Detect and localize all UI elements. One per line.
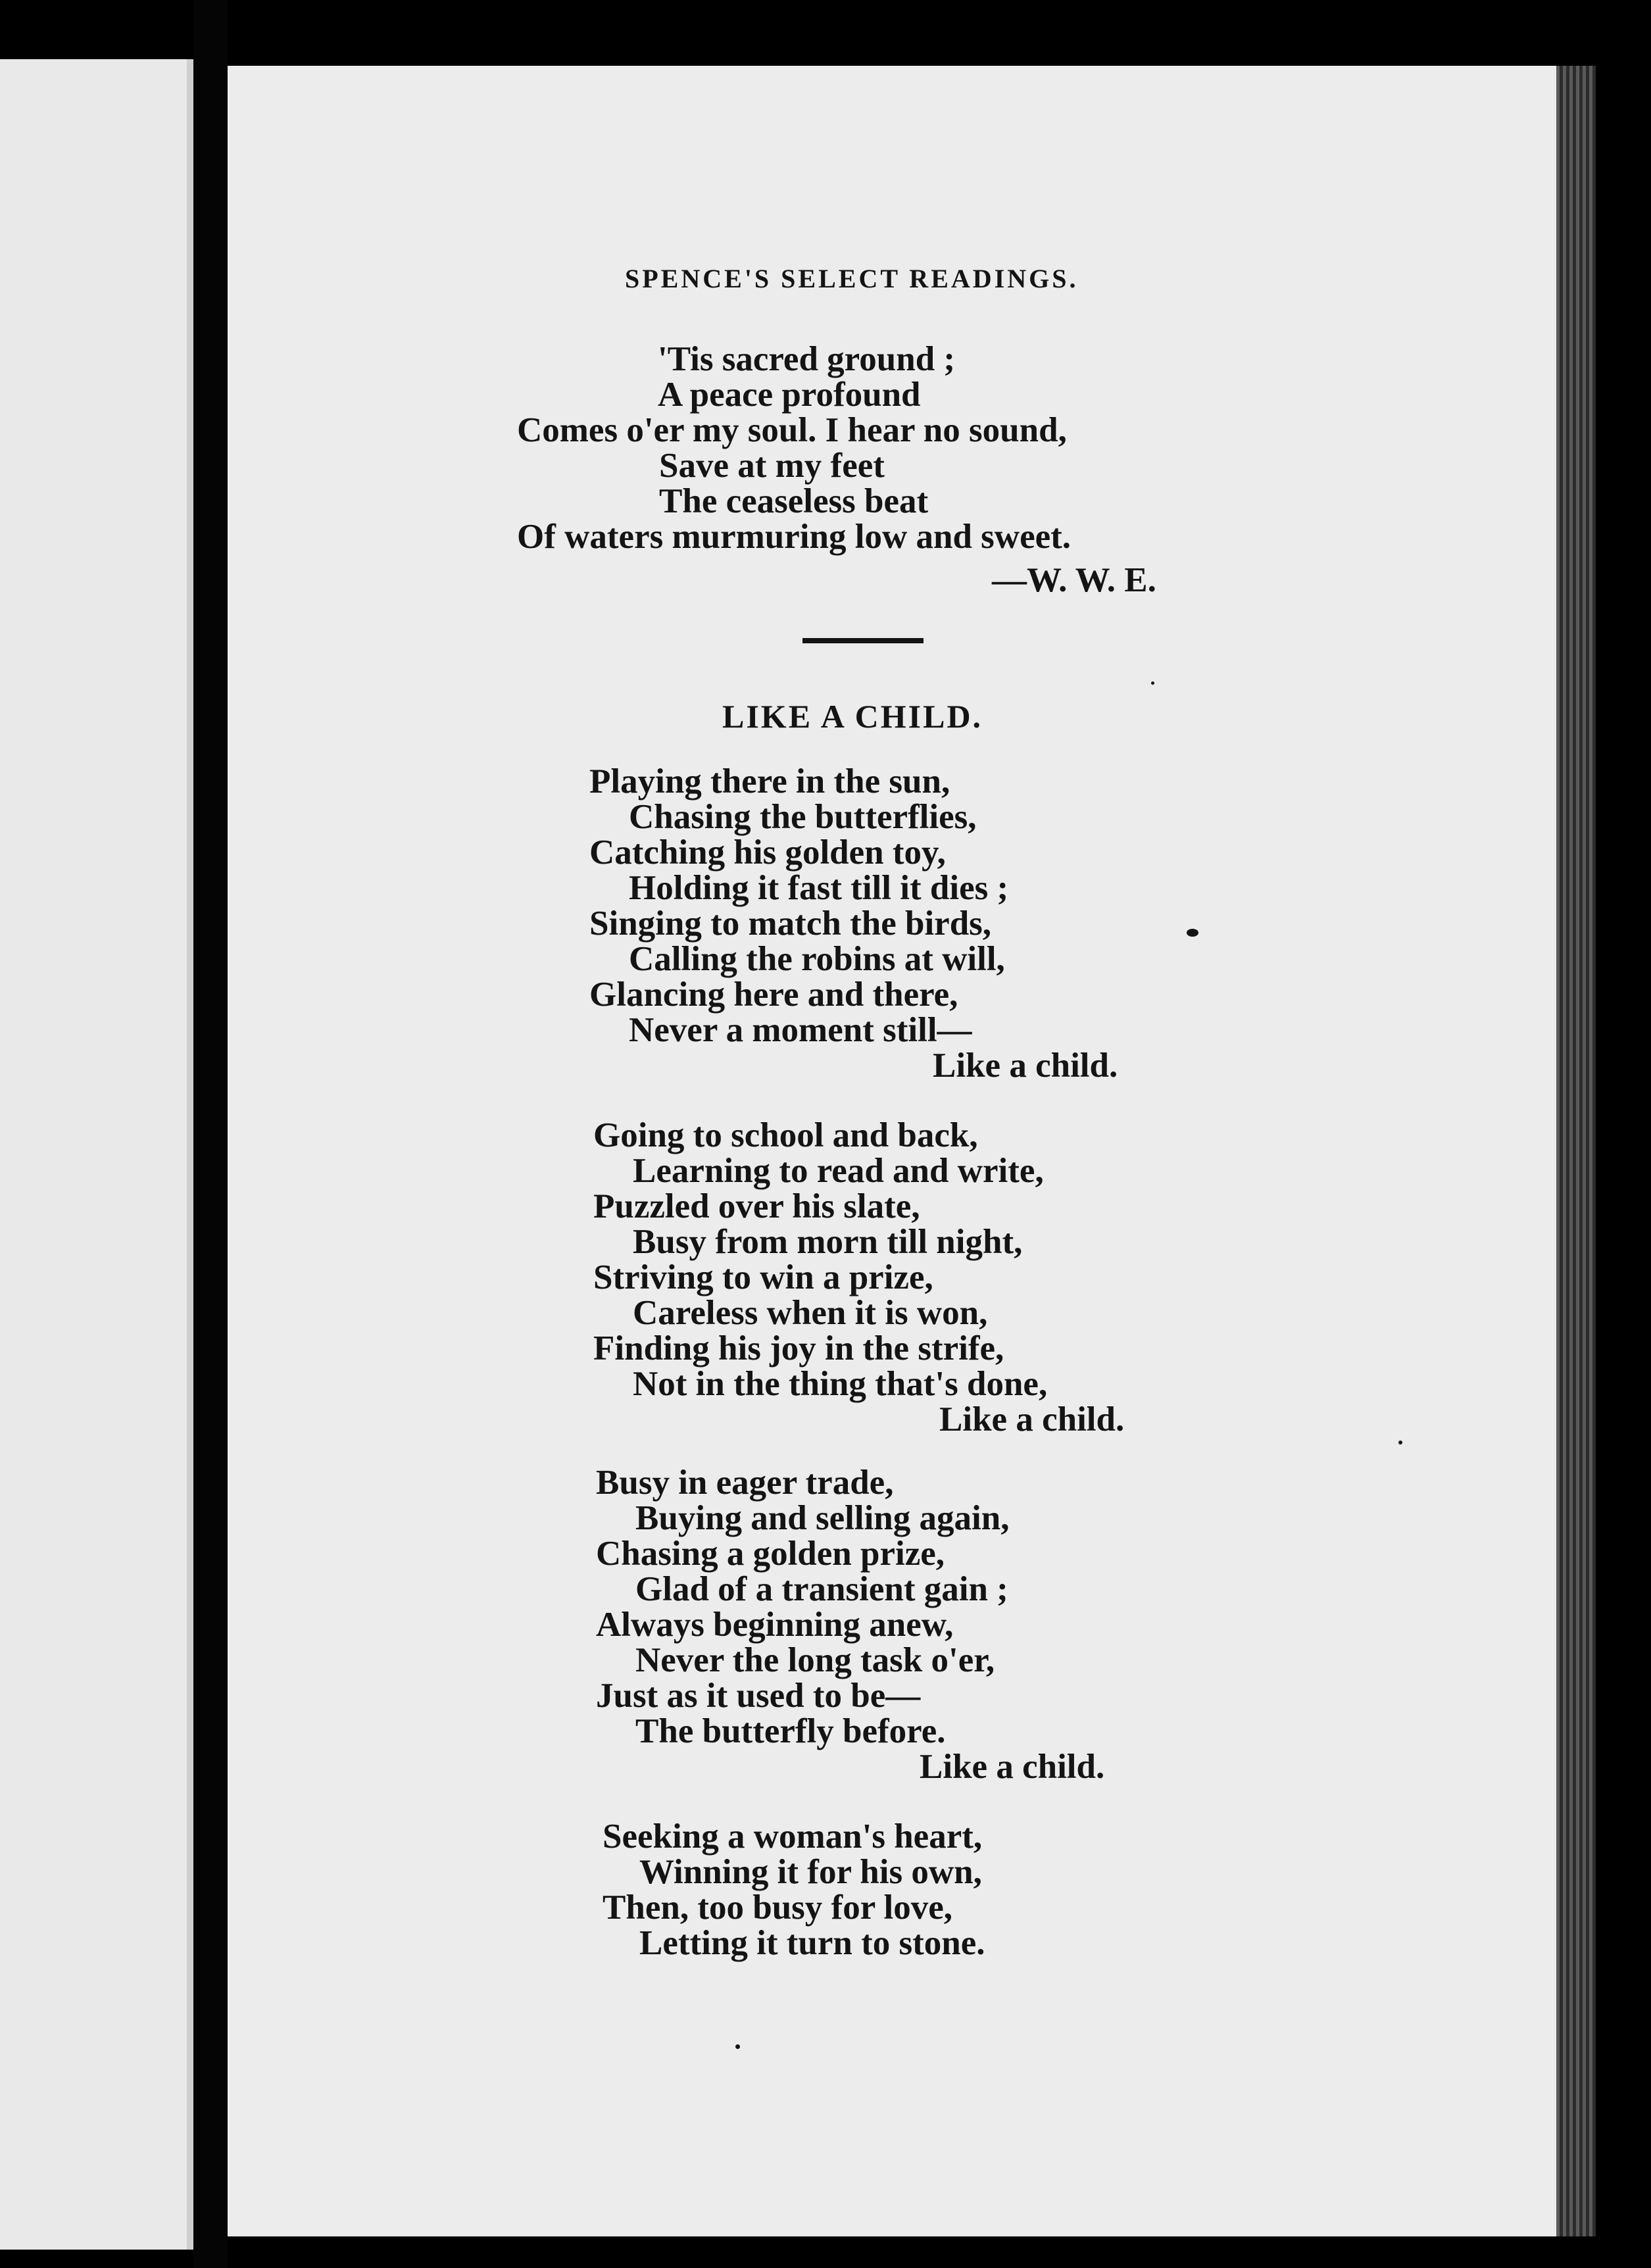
stanza-line: Seeking a woman's heart, bbox=[603, 1817, 983, 1856]
stanza-line: Winning it for his own, bbox=[639, 1853, 982, 1891]
verse-line: The ceaseless beat bbox=[659, 482, 929, 520]
ink-speck bbox=[1398, 1441, 1402, 1444]
stanza-line: Singing to match the birds, bbox=[589, 904, 992, 943]
stanza-line: Finding his joy in the strife, bbox=[593, 1329, 1004, 1368]
stanza-line: Never the long task o'er, bbox=[635, 1641, 995, 1679]
facing-page-edge bbox=[187, 59, 193, 2250]
stanza-line: Busy in eager trade, bbox=[596, 1464, 894, 1502]
ink-speck bbox=[735, 2044, 740, 2049]
verse-line: 'Tis sacred ground ; bbox=[658, 340, 956, 378]
stanza-line: Calling the robins at will, bbox=[629, 940, 1005, 978]
stanza-line: Busy from morn till night, bbox=[633, 1223, 1023, 1261]
stanza-refrain: Like a child. bbox=[939, 1400, 1125, 1439]
verse-line: Of waters murmuring low and sweet. bbox=[517, 518, 1072, 556]
stanza-line: Striving to win a prize, bbox=[593, 1258, 933, 1296]
stanza-refrain: Like a child. bbox=[920, 1748, 1105, 1786]
section-divider bbox=[802, 638, 924, 643]
stanza-line: Playing there in the sun, bbox=[589, 762, 950, 801]
stanza-line: Just as it used to be— bbox=[596, 1677, 921, 1715]
stanza-refrain: Like a child. bbox=[933, 1047, 1118, 1085]
verse-line: Comes o'er my soul. I hear no sound, bbox=[517, 411, 1067, 449]
stanza-line: Not in the thing that's done, bbox=[633, 1365, 1048, 1403]
stanza-line: Never a moment still— bbox=[629, 1011, 972, 1049]
stanza-line: Glad of a transient gain ; bbox=[635, 1570, 1008, 1608]
ink-speck bbox=[1151, 681, 1154, 685]
stanza-line: Letting it turn to stone. bbox=[639, 1924, 985, 1962]
stanza-line: Chasing the butterflies, bbox=[629, 798, 977, 836]
book-gutter bbox=[193, 0, 228, 2268]
stanza-line: Chasing a golden prize, bbox=[596, 1535, 945, 1573]
stanza-line: Glancing here and there, bbox=[589, 975, 958, 1014]
poem-title: LIKE A CHILD. bbox=[722, 698, 983, 735]
stanza-line: Catching his golden toy, bbox=[589, 833, 946, 872]
verse-attribution: —W. W. E. bbox=[992, 561, 1156, 599]
verse-line: Save at my feet bbox=[659, 447, 885, 485]
stanza-line: Learning to read and write, bbox=[633, 1152, 1044, 1190]
stanza-line: Then, too busy for love, bbox=[603, 1888, 953, 1927]
ink-speck bbox=[1187, 929, 1198, 937]
stanza-line: Careless when it is won, bbox=[633, 1294, 988, 1332]
stanza-line: Always beginning anew, bbox=[596, 1606, 954, 1644]
stanza-line: Going to school and back, bbox=[593, 1116, 978, 1154]
stanza-line: Puzzled over his slate, bbox=[593, 1187, 920, 1225]
stanza-line: Buying and selling again, bbox=[635, 1499, 1010, 1537]
facing-page bbox=[0, 59, 191, 2250]
stanza-line: Holding it fast till it dies ; bbox=[629, 869, 1009, 907]
running-head: SPENCE'S SELECT READINGS. bbox=[625, 264, 1079, 293]
verse-line: A peace profound bbox=[658, 376, 921, 414]
page-fore-edge bbox=[1556, 66, 1596, 2236]
stanza-line: The butterfly before. bbox=[635, 1712, 946, 1750]
